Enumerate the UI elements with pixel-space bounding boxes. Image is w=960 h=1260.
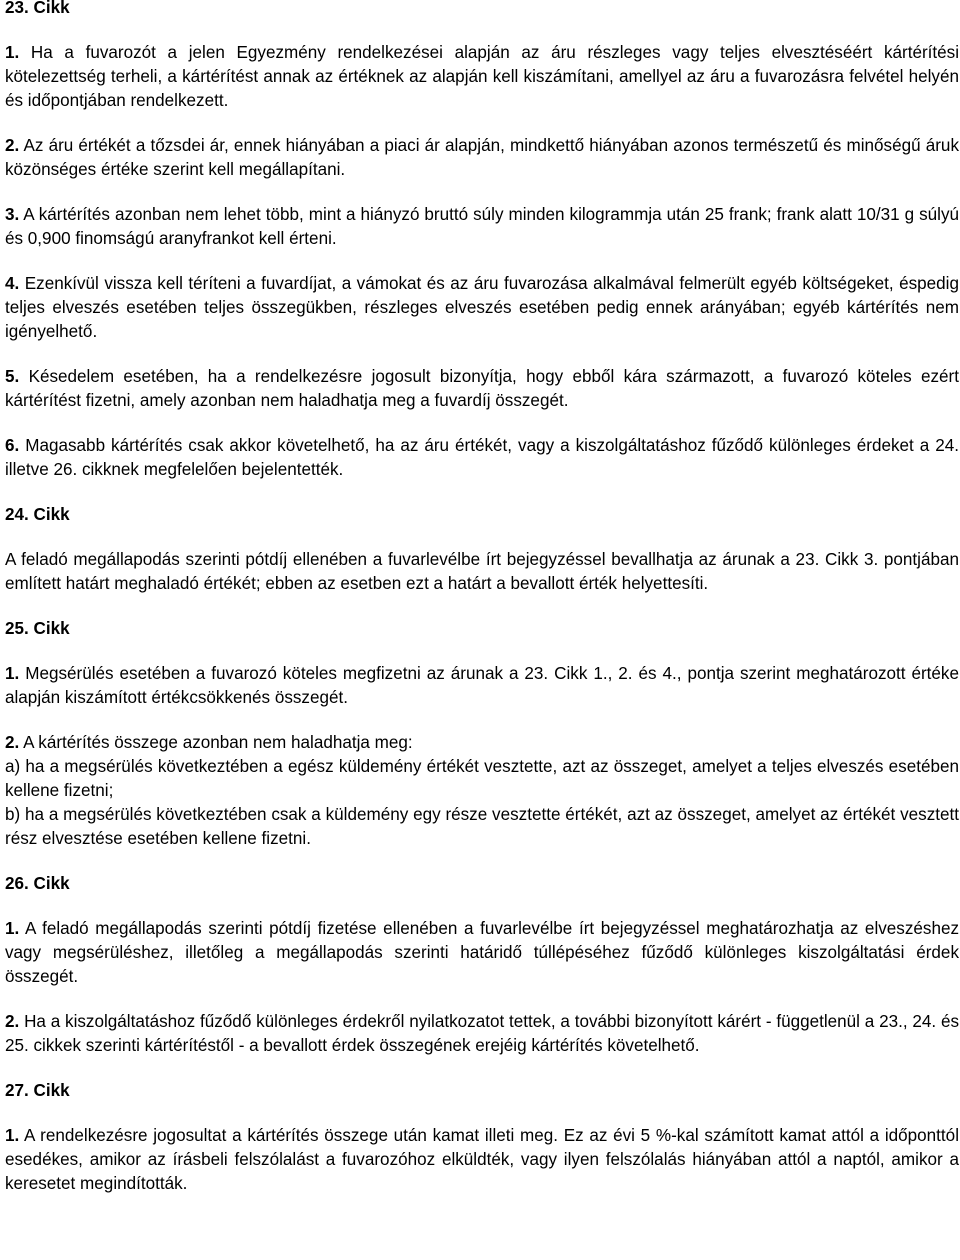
paragraph-text: a) ha a megsérülés következtében a egész küldemény értékét vesztette, azt az összeget, amelyet a teljes elveszés esetében kellene fizetni; [5, 757, 959, 800]
section-heading-26: 26. Cikk [5, 874, 70, 893]
paragraph-23-3 [5, 203, 959, 251]
paragraph-23-6 [5, 434, 959, 482]
paragraph-number: 3. [5, 205, 20, 224]
paragraph-text: Késedelem esetében, ha a rendelkezésre jogosult bizonyítja, hogy ebből kára származott, a fuvarozó köteles ezért kártérítést fizetni, amely azonban nem haladhatja meg a fuvardíj összegét. [5, 367, 959, 410]
paragraph-text: A kártérítés összege azonban nem haladhatja meg: [19, 733, 413, 752]
paragraph-number: 2. [5, 733, 20, 752]
paragraph-23-5 [5, 365, 959, 413]
paragraph-number: 2. [5, 136, 20, 155]
paragraph-23-2 [5, 134, 959, 182]
paragraph-text: b) ha a megsérülés következtében csak a küldemény egy része vesztette értékét, azt az összeget, amelyet az értékét vesztett rész elvesztése esetében kellene fizetni. [5, 805, 959, 848]
section-heading-24: 24. Cikk [5, 505, 70, 524]
paragraph-number: 2. [5, 1012, 20, 1031]
paragraph-number: 1. [5, 1126, 20, 1145]
paragraph-text: A feladó megállapodás szerinti pótdíj ellenében a fuvarlevélbe írt bejegyzéssel bevallhatja az árunak a 23. Cikk 3. pontjában említett határt meghaladó értékét; ebben az esetben ezt a határt a bevallott érték helyettesíti. [5, 550, 959, 593]
paragraph-24-1 [5, 548, 959, 596]
paragraph-25-1 [5, 662, 959, 710]
paragraph-26-2 [5, 1010, 959, 1058]
paragraph-text: Ezenkívül vissza kell téríteni a fuvardíjat, a vámokat és az áru fuvarozása alkalmával felmerült egyéb költségeket, éspedig teljes elveszés esetében teljes összegükben, részleges elveszés esetében pedig ennek arányában; egyéb kártérítés nem igényelhető. [5, 274, 959, 341]
paragraph-text: Magasabb kártérítés csak akkor követelhető, ha az áru értékét, vagy a kiszolgáltatáshoz fűződő különleges érdeket a 24. illetve 26. cikknek megfelelően bejelentették. [5, 436, 959, 479]
paragraph-text: A feladó megállapodás szerinti pótdíj fizetése ellenében a fuvarlevélbe írt bejegyzéssel meghatározhatja az elveszéshez vagy megsérüléshez, illetőleg a megállapodás szerinti határidő túllépéséhez fűződő különleges kiszolgáltatási érdek összegét. [5, 919, 959, 986]
paragraph-text: Megsérülés esetében a fuvarozó köteles megfizetni az árunak a 23. Cikk 1., 2. és 4., pontja szerint meghatározott értéke alapján kiszámított értékcsökkenés összegét. [5, 664, 959, 707]
section-heading-27: 27. Cikk [5, 1081, 70, 1100]
paragraph-text: Az áru értékét a tőzsdei ár, ennek hiányában a piaci ár alapján, mindkettő hiányában azonos természetű és minőségű áruk közönséges értéke szerint kell megállapítani. [5, 136, 959, 179]
paragraph-number: 6. [5, 436, 20, 455]
document-page [5, 0, 959, 1196]
paragraph-27-1 [5, 1124, 959, 1196]
paragraph-text: A kártérítés azonban nem lehet több, mint a hiányzó bruttó súly minden kilogrammja után 25 frank; frank alatt 10/31 g súlyú és 0,900 finomságú aranyfrankot kell érteni. [5, 205, 959, 248]
section-heading-23: 23. Cikk [5, 0, 70, 17]
paragraph-text: Ha a kiszolgáltatáshoz fűződő különleges érdekről nyilatkozatot tettek, a további bizonyított kárért - függetlenül a 23., 24. és 25. cikkek szerinti kártérítéstől - a bevallott érdek összegének erejéig kártérítés követelhető. [5, 1012, 959, 1055]
paragraph-number: 1. [5, 664, 20, 683]
paragraph-number: 5. [5, 367, 20, 386]
paragraph-number: 4. [5, 274, 20, 293]
paragraph-25-2 [5, 731, 959, 755]
section-heading-25: 25. Cikk [5, 619, 70, 638]
paragraph-text: A rendelkezésre jogosultat a kártérítés összege után kamat illeti meg. Ez az évi 5 %-kal számított kamat attól a időponttól esedékes, amikor az írásbeli felszólalást a fuvarozóhoz elküldték, vagy ilyen felszólalás hiányában attól a naptól, amikor a keresetet megindították. [5, 1126, 959, 1193]
paragraph-25-2-b [5, 803, 959, 851]
paragraph-23-1 [5, 41, 959, 113]
paragraph-25-2-a [5, 755, 959, 803]
paragraph-number: 1. [5, 43, 20, 62]
paragraph-23-4 [5, 272, 959, 344]
paragraph-number: 1. [5, 919, 20, 938]
paragraph-26-1 [5, 917, 959, 989]
paragraph-text: Ha a fuvarozót a jelen Egyezmény rendelkezései alapján az áru részleges vagy teljes elvesztéséért kártérítési kötelezettség terheli, a kártérítést annak az értéknek az alapján kell kiszámítani, amellyel az áru a fuvarozásra felvétel helyén és időpontjában rendelkezett. [5, 43, 959, 110]
